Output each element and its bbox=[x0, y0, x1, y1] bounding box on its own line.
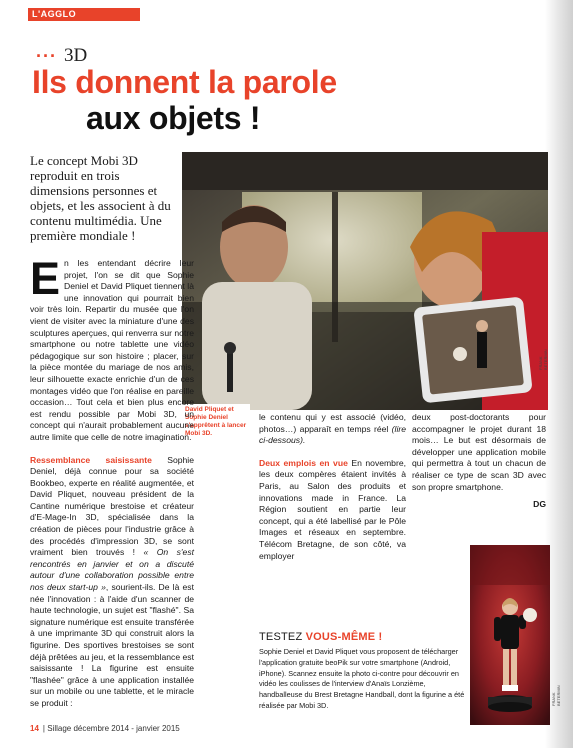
section-tag: L'AGGLO bbox=[28, 8, 140, 21]
intro-text: n les entendant décrire leur projet, l'on se dit que Sophie Deniel et David Pliquet tiennent là une innovation qui pourrait bien voir très loin. Repartir du musée que l'on vient de visiter avec la miniature d'une des sculptures aperçues, qui renverra sur notre smartphone ou notre tablette une vidéo pédagogique sur son histoire ; placer, sur la pièce montée du mariage de nos amis, leur silhouette exacte enrichie d'un de ces montages vidéo que l'on réalise en pareille occasion… Tout cela et bien plus encore est rendu possible par Mobi 3D, un concept qui n'aurait probablement aucune autre limite que celle de notre imagination. bbox=[30, 258, 194, 442]
publication-info: | Sillage décembre 2014 - janvier 2015 bbox=[42, 724, 180, 733]
page-number: 14 bbox=[30, 724, 39, 733]
column-2-paragraph bbox=[259, 412, 406, 447]
paragraph-text-continued: , sourient-ils. De là est née l'innovation : à l'aide d'un scanner de haute technologie, un sujet est "flashé". Sa signature numérique est ensuite transférée à une imprimante 3D qui construit alors la figurine. Des sportives brestoises se sont déjà prêtées au jeu, et la ressemblance est saisissante ! La figurine est ensuite "flashée" grâce à une application installée sur un mobile ou une tablette, et le miracle se produit : bbox=[30, 582, 194, 708]
kicker-label: 3D bbox=[64, 45, 88, 66]
author-signature: DG bbox=[533, 499, 546, 510]
subhead-resemblance: Ressemblance saisissante bbox=[30, 454, 152, 465]
standfirst: Le concept Mobi 3D reproduit en trois dimensions personnes et objets, et les associent à du contenu multimédia. Une première mondiale ! bbox=[30, 153, 171, 243]
column-3-paragraph: deux post-doctorants pour accompagner le projet durant 18 mois… Le but est désormais de développer une application mobile qui permettra à tout un chacun de réaliser ce type de scan 3D avec son propre smartphone. bbox=[412, 412, 546, 492]
article-column-2 bbox=[259, 412, 406, 562]
figurine-photo-credit: FRANK BETERMIN bbox=[551, 685, 561, 706]
kicker-dots: ··· bbox=[36, 46, 57, 66]
box-title-accent: VOUS-MÊME ! bbox=[305, 631, 383, 643]
main-photo-illustration bbox=[182, 152, 548, 410]
paragraph-text: En novembre, les deux compères étaient invités à Paris, au Salon des produits et innovations made in France. La Région soutient en partie leur concept, qui a été labellisé par le Pôle Images et réseaux en septembre. Télécom Bretagne, de son côté, va employer bbox=[259, 457, 406, 561]
subhead-jobs: Deux emplois en vue bbox=[259, 457, 348, 468]
paragraph-text: Sophie Deniel, déjà connue pour sa société Bookbeo, experte en réalité augmentée, et David Pliquet, nouveau président de la Cantine numérique brestoise et créateur d'E-Mage-In 3D, spécialisée dans la création de pièces pour l'industrie grâce à des procédés d'impression 3D, se sont vraiment bien trouvés ! bbox=[30, 454, 194, 558]
headline-line-2: aux objets ! bbox=[86, 100, 261, 136]
article-intro-paragraph bbox=[30, 253, 194, 444]
article-paragraph-resemblance bbox=[30, 455, 194, 710]
box-title-plain: TESTEZ bbox=[259, 631, 306, 643]
figurine-photo-illustration bbox=[470, 545, 550, 725]
article-column-1 bbox=[30, 253, 195, 710]
paragraph-text: le contenu qui y est associé (vidéo, photos…) apparaît en temps réel bbox=[259, 412, 406, 434]
quote-text: « On s'est rencontrés en janvier et on a discuté autour d'une collaboration possible entre nos deux start-up » bbox=[30, 547, 195, 593]
main-photo-credit: FRANK BETERMIN bbox=[538, 349, 548, 370]
article-paragraph-jobs bbox=[259, 458, 406, 562]
article-column-3 bbox=[412, 412, 546, 511]
main-photo-caption: David Pliquet et Sophie Deniel s'apprêtent à lancer Mobi 3D. bbox=[182, 404, 250, 440]
box-title bbox=[259, 631, 382, 643]
dropcap: E bbox=[30, 253, 61, 304]
page-footer bbox=[30, 724, 180, 733]
headline-line-1: Ils donnent la parole bbox=[32, 64, 337, 100]
figurine-photo bbox=[470, 545, 550, 725]
box-text: Sophie Deniel et David Pliquet vous proposent de télécharger l'application gratuite beoPik sur votre smartphone (Android, iPhone). Scannez ensuite la photo ci-contre pour découvrir en vidéo les coulisses de l'interview d'Anaïs Lonzième, handballeuse du Brest Bretagne Handball, dont la figurine a été réalisée par Mobi 3D. bbox=[259, 647, 465, 710]
cross-reference: (lire ci-dessous). bbox=[259, 423, 406, 446]
main-photo bbox=[182, 152, 548, 410]
